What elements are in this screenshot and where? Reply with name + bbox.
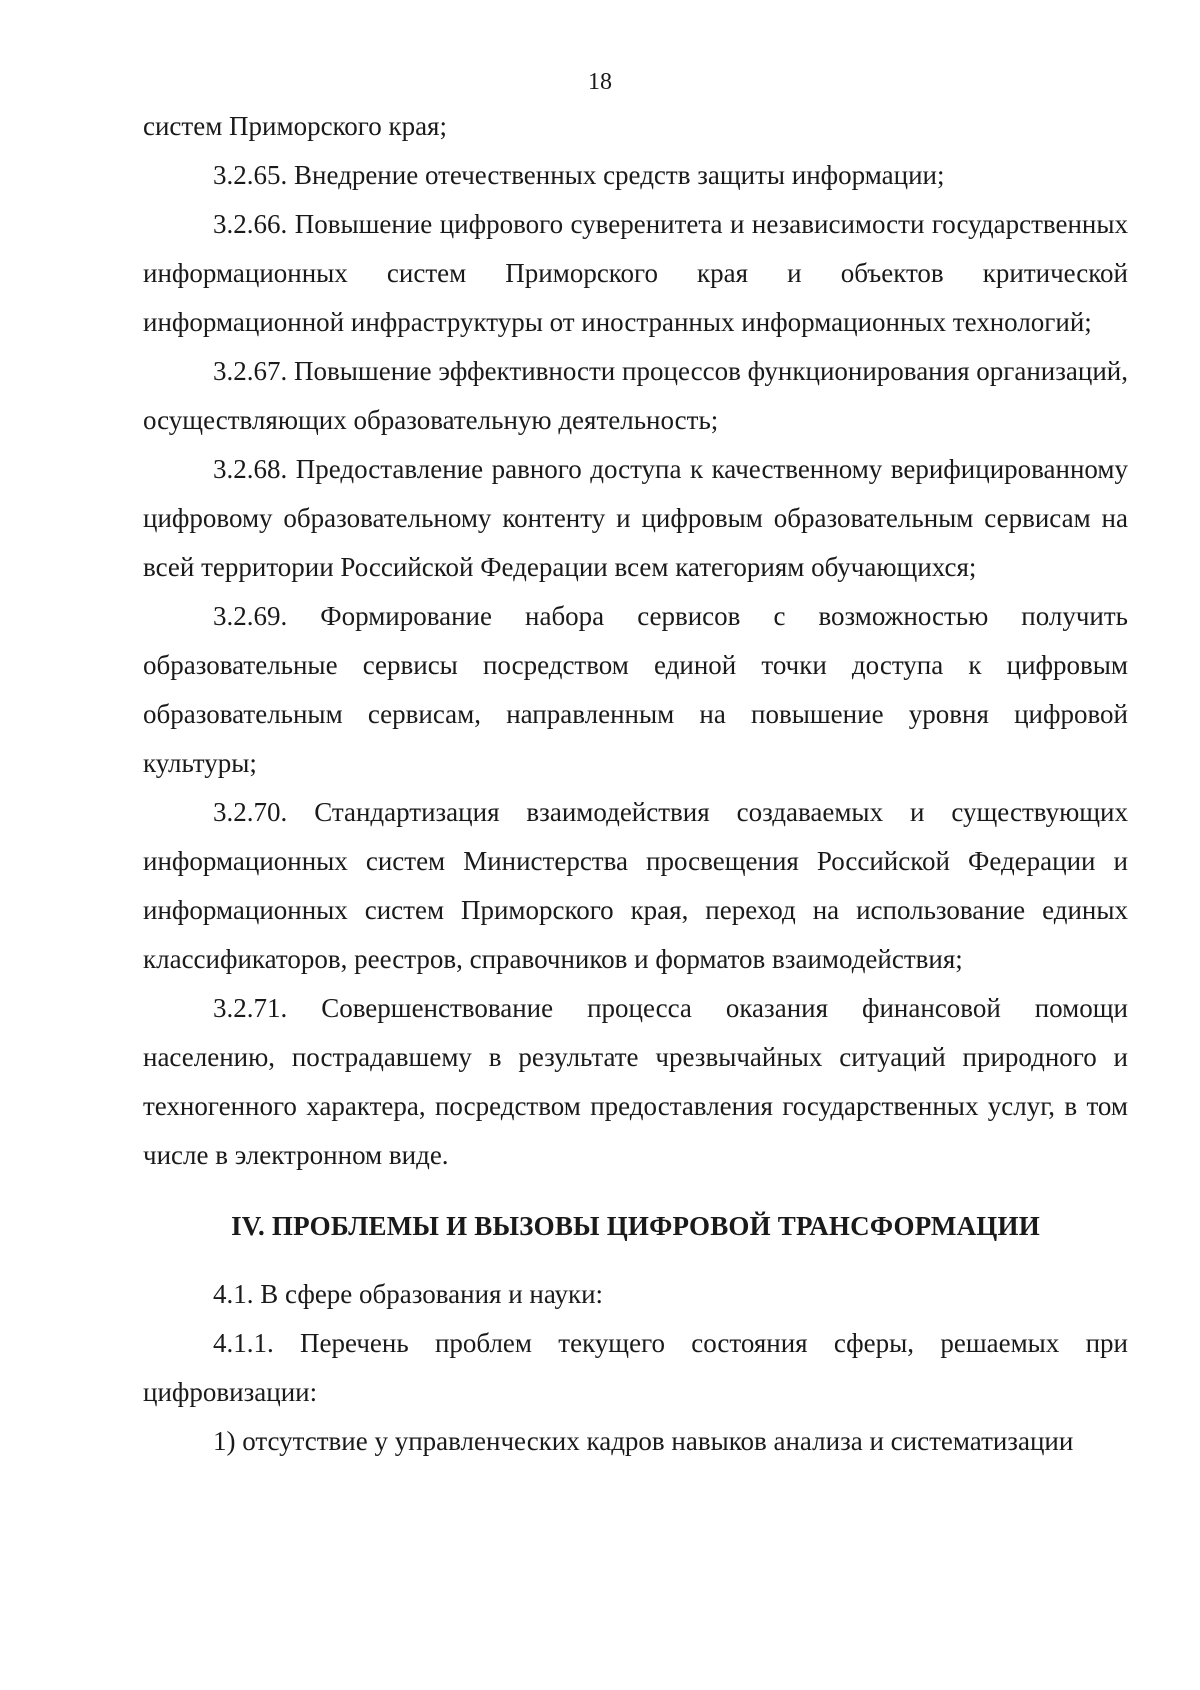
document-body [143, 102, 1128, 1466]
paragraph-4-1: 4.1. В сфере образования и науки: [213, 1279, 604, 1309]
section-heading: IV. ПРОБЛЕМЫ И ВЫЗОВЫ ЦИФРОВОЙ ТРАНСФОРМАЦИИ [231, 1211, 1040, 1241]
paragraph-3-2-68: 3.2.68. Предоставление равного доступа к качественному верифицированному цифровому образовательному контенту и цифровым образовательным сервисам на всей территории Российской Федерации всем категориям обучающихся; [143, 454, 1128, 582]
paragraph-3-2-66: 3.2.66. Повышение цифрового суверенитета и независимости государственных информационных систем Приморского края и объектов критической информационной инфраструктуры от иностранных информационных технологий; [143, 209, 1128, 337]
paragraph-continuation: систем Приморского края; [143, 111, 447, 141]
paragraph-3-2-70: 3.2.70. Стандартизация взаимодействия создаваемых и существующих информационных систем Министерства просвещения Российской Федерации и информационных систем Приморского края, переход на использование единых классификаторов, реестров, справочников и форматов взаимодействия; [143, 797, 1128, 974]
page-number: 18 [588, 69, 612, 95]
paragraph-3-2-71: 3.2.71. Совершенствование процесса оказания финансовой помощи населению, пострадавшему в результате чрезвычайных ситуаций природного и техногенного характера, посредством предоставления государственных услуг, в том числе в электронном виде. [143, 993, 1128, 1170]
paragraph-3-2-67: 3.2.67. Повышение эффективности процессов функционирования организаций, осуществляющих образовательную деятельность; [143, 356, 1128, 435]
paragraph-3-2-69: 3.2.69. Формирование набора сервисов с возможностью получить образовательные сервисы посредством единой точки доступа к цифровым образовательным сервисам, направленным на повышение уровня цифровой культуры; [143, 601, 1128, 778]
list-item-1: 1) отсутствие у управленческих кадров навыков анализа и систематизации [213, 1426, 1074, 1456]
paragraph-4-1-1: 4.1.1. Перечень проблем текущего состояния сферы, решаемых при цифровизации: [143, 1328, 1128, 1407]
paragraph-3-2-65: 3.2.65. Внедрение отечественных средств защиты информации; [213, 160, 945, 190]
